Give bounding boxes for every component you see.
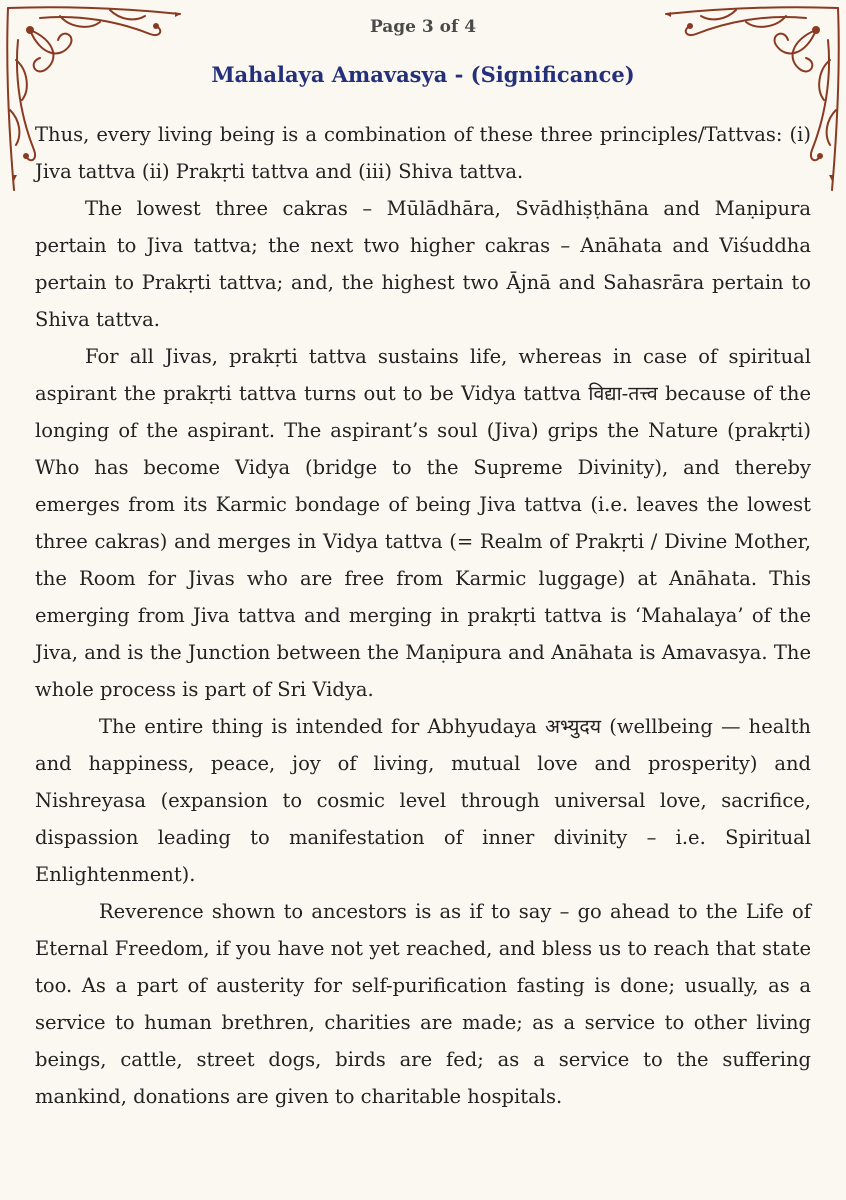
paragraph-1: Thus, every living being is a combination of these three principles/Tattvas: (i) Jiva tattva (ii) Prakṛti tattva and (iii) Shiva tattva. (35, 123, 811, 183)
paragraph-3: For all Jivas, prakṛti tattva sustains life, whereas in case of spiritual aspirant the prakṛti tattva turns out to be Vidya tattva विद्या-तत्त्व because of the longing of the aspirant. The aspirant’s soul (Jiva) grips the Nature (prakṛti) Who has become Vidya (bridge to the Supreme Divinity), and thereby emerges from its Karmic bondage of being Jiva tattva (i.e. leaves the lowest three cakras) and merges in Vidya tattva (= Realm of Prakṛti / Divine Mother, the Room for Jivas who are free from Karmic luggage) at Anāhata. This emerging from Jiva tattva and merging in prakṛti tattva is ‘Mahalaya’ of the Jiva, and is the Junction between the Maṇipura and Anāhata is Amavasya. The whole process is part of Sri Vidya. (35, 345, 811, 701)
paragraph-2: The lowest three cakras – Mūlādhāra, Svādhiṣṭhāna and Maṇipura pertain to Jiva tattva; the next two higher cakras – Anāhata and Viśuddha pertain to Prakṛti tattva; and, the highest two Ājnā and Sahasrāra pertain to Shiva tattva. (35, 197, 811, 331)
paragraph-5: Reverence shown to ancestors is as if to say – go ahead to the Life of Eternal Freedom, if you have not yet reached, and bless us to reach that state too. As a part of austerity for self-purification fasting is done; usually, as a service to human brethren, charities are made; as a service to other living beings, cattle, street dogs, birds are fed; as a service to the suffering mankind, donations are given to charitable hospitals. (35, 900, 811, 1108)
page-number: Page 3 of 4 (369, 17, 477, 37)
document-body (35, 116, 811, 1115)
page-title: Mahalaya Amavasya - (Significance) (211, 62, 635, 87)
paragraph-4: The entire thing is intended for Abhyudaya अभ्युदय (wellbeing — health and happiness, peace, joy of living, mutual love and prosperity) and Nishreyasa (expansion to cosmic level through universal love, sacrifice, dispassion leading to manifestation of inner divinity – i.e. Spiritual Enlightenment). (35, 715, 811, 886)
